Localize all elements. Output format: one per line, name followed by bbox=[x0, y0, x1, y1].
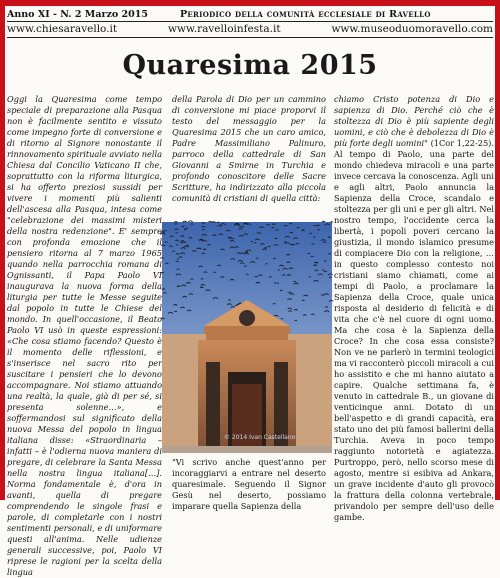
bird bbox=[309, 277, 311, 278]
bird bbox=[281, 319, 283, 320]
website-link-museo[interactable]: www.museoduomoravello.com bbox=[331, 23, 493, 35]
bird bbox=[324, 261, 326, 262]
top-red-border bbox=[0, 0, 500, 6]
website-link-ravelloinfesta[interactable]: www.ravelloinfesta.it bbox=[168, 23, 281, 35]
website-links bbox=[7, 22, 493, 36]
issue-number: Anno XI - N. 2 Marzo 2015 bbox=[7, 8, 148, 20]
bird bbox=[284, 242, 286, 243]
photo-credit: © 2014 Ivan Castellano bbox=[224, 434, 296, 441]
bird bbox=[265, 264, 267, 265]
article-column-left bbox=[7, 94, 163, 577]
article-text-left: Oggi la Quaresima come tempo speciale di preparazione alla Pasqua non è facilmente sentito e vissuto come impegno forte di conversione e di ritorno al Signore nonostante il rinnovamento spirituale avviato nella Chiesa dal Concilio Vaticano II che, soprattutto con la riforma liturgica, si ha offerto preziosi sussidi per vivere i momenti più salienti dell'ascesa alla Pasqua, intesa come "celebrazione dei massimi misteri della nostra redenzione". E' sempre con profonda emozione che il pensiero ritorna al 7 marzo 1965 quando nella parrocchia romana di Ognissanti, il Papa Paolo VI inaugurava la nuova forma della liturgia per tutte le Messe seguite dal popolo in tutte le Chiese del mondo. In quell'occasione, il Beato Paolo VI usò in queste espressioni: «Che cosa stiamo facendo? Questo è il momento delle riflessioni, e s'inserisce nel sacro rito per suscitare i pensieri che lo devono accompagnare. Noi stiamo attuando una realtà, la quale, già di per sé, si presenta solenne…», e soffermandosi sul significato della nuova Messa del popolo in lingua italiana disse: «Straordinaria – infatti – è l'odierna nuova maniera di pregare, di celebrare la Santa Messa nella nostra lingua italiana[…]. Norma fondamentale è, d'ora in avanti, quella di pregare comprendendo le singole frasi e parole, di completarle con i nostri sentimenti personali, e di uniformare questi all'anima. Nelle udienze generali successive, poi, Paolo VI riprese le ragioni per la scelta della lingua bbox=[7, 94, 163, 577]
website-link-chiesa[interactable]: www.chiesaravello.it bbox=[7, 23, 118, 35]
bird bbox=[331, 222, 333, 223]
bird bbox=[177, 259, 179, 260]
masthead-rule-bottom bbox=[7, 37, 493, 38]
article-text-middle: della Parola di Dio per un cammino di conversione mi piace proporvi il testo del messaggio per la Quaresima 2015 che un caro amico, Padre Massimiliano Palinuro, parroco della cattedrale di San Giovanni a Smirne in Turchia e profondo conoscitore delle Sacre Scritture, ha indirizzato alla piccola comunità di cristiani di quella città: bbox=[172, 94, 326, 203]
bird bbox=[217, 222, 219, 223]
bird bbox=[251, 241, 253, 242]
bird bbox=[184, 229, 186, 230]
article-text-right: (1Cor 1,22-25). Al tempo di Paolo, una parte del mondo chiedeva miracoli e una parte invece cercava la conoscenza. Agli uni e agli altri, Paolo annuncia la Sapienza della Croce, scandalo e stoltezza per gli uni e per gli altri. Nel nostro tempo, l'occidente cerca la libertà, i popoli poveri cercano la giustizia, il mondo islamico presume di compiacere Dio con la religione, … in questo complesso contesto noi cristiani siamo chiamati, come ai tempi di Paolo, a proclamare la Sapienza della Croce, quale unica risposta al desiderio di felicità e di vita che c'è nel cuore di ogni uomo. Ma che cosa è la Sapienza della Croce? In che cosa essa consiste? Non ve ne parlerò in termini teologici ma vi racconterò piccoli miracoli a cui ho assistito e che mi hanno aiutato a capire. Qualche settimana fa, è venuto in cattedrale B., un giovane di venticinque anni. Dotato di un bell'aspetto e di grandi capacità, era stato uno dei più famosi ballerini della Turchia. Aveva in poco tempo raggiunto notorietà e agiatezza. Purtroppo, però, nello scorso mese di agosto, mentre si esibiva ad Ankara, un grave incidente d'auto gli provocò la frattura della colonna vertebrale, privandolo per sempre dell'uso delle gambe. bbox=[334, 138, 494, 522]
bird bbox=[313, 237, 315, 238]
bird bbox=[214, 272, 216, 273]
periodical-subtitle: Periodico della comunità ecclesiale di Ravello bbox=[179, 8, 431, 20]
article-quote-corinthians: chiamo Cristo potenza di Dio e sapienza di Dio. Perché ciò che è stoltezza di Dio è più sapiente degli uomini, e ciò che è debolezza di Dio è più forte degli uomini" bbox=[334, 94, 494, 148]
article-column-middle-bottom bbox=[172, 457, 326, 511]
bird bbox=[274, 283, 276, 284]
article-column-right bbox=[334, 94, 494, 522]
masthead bbox=[7, 7, 493, 21]
bird bbox=[278, 270, 280, 271]
bird bbox=[277, 283, 279, 284]
bird bbox=[188, 221, 193, 222]
church-photo bbox=[162, 222, 332, 453]
bird bbox=[209, 221, 212, 222]
bird bbox=[199, 248, 201, 249]
article-title: Quaresima 2015 bbox=[122, 50, 378, 81]
article-quote-start: "Vi scrivo anche quest'anno per incoraggiarvi a entrare nel deserto quaresimale. Seguendo il Signor Gesù nel deserto, possiamo imparare quella Sapienza della bbox=[172, 457, 326, 511]
bird bbox=[322, 221, 325, 222]
